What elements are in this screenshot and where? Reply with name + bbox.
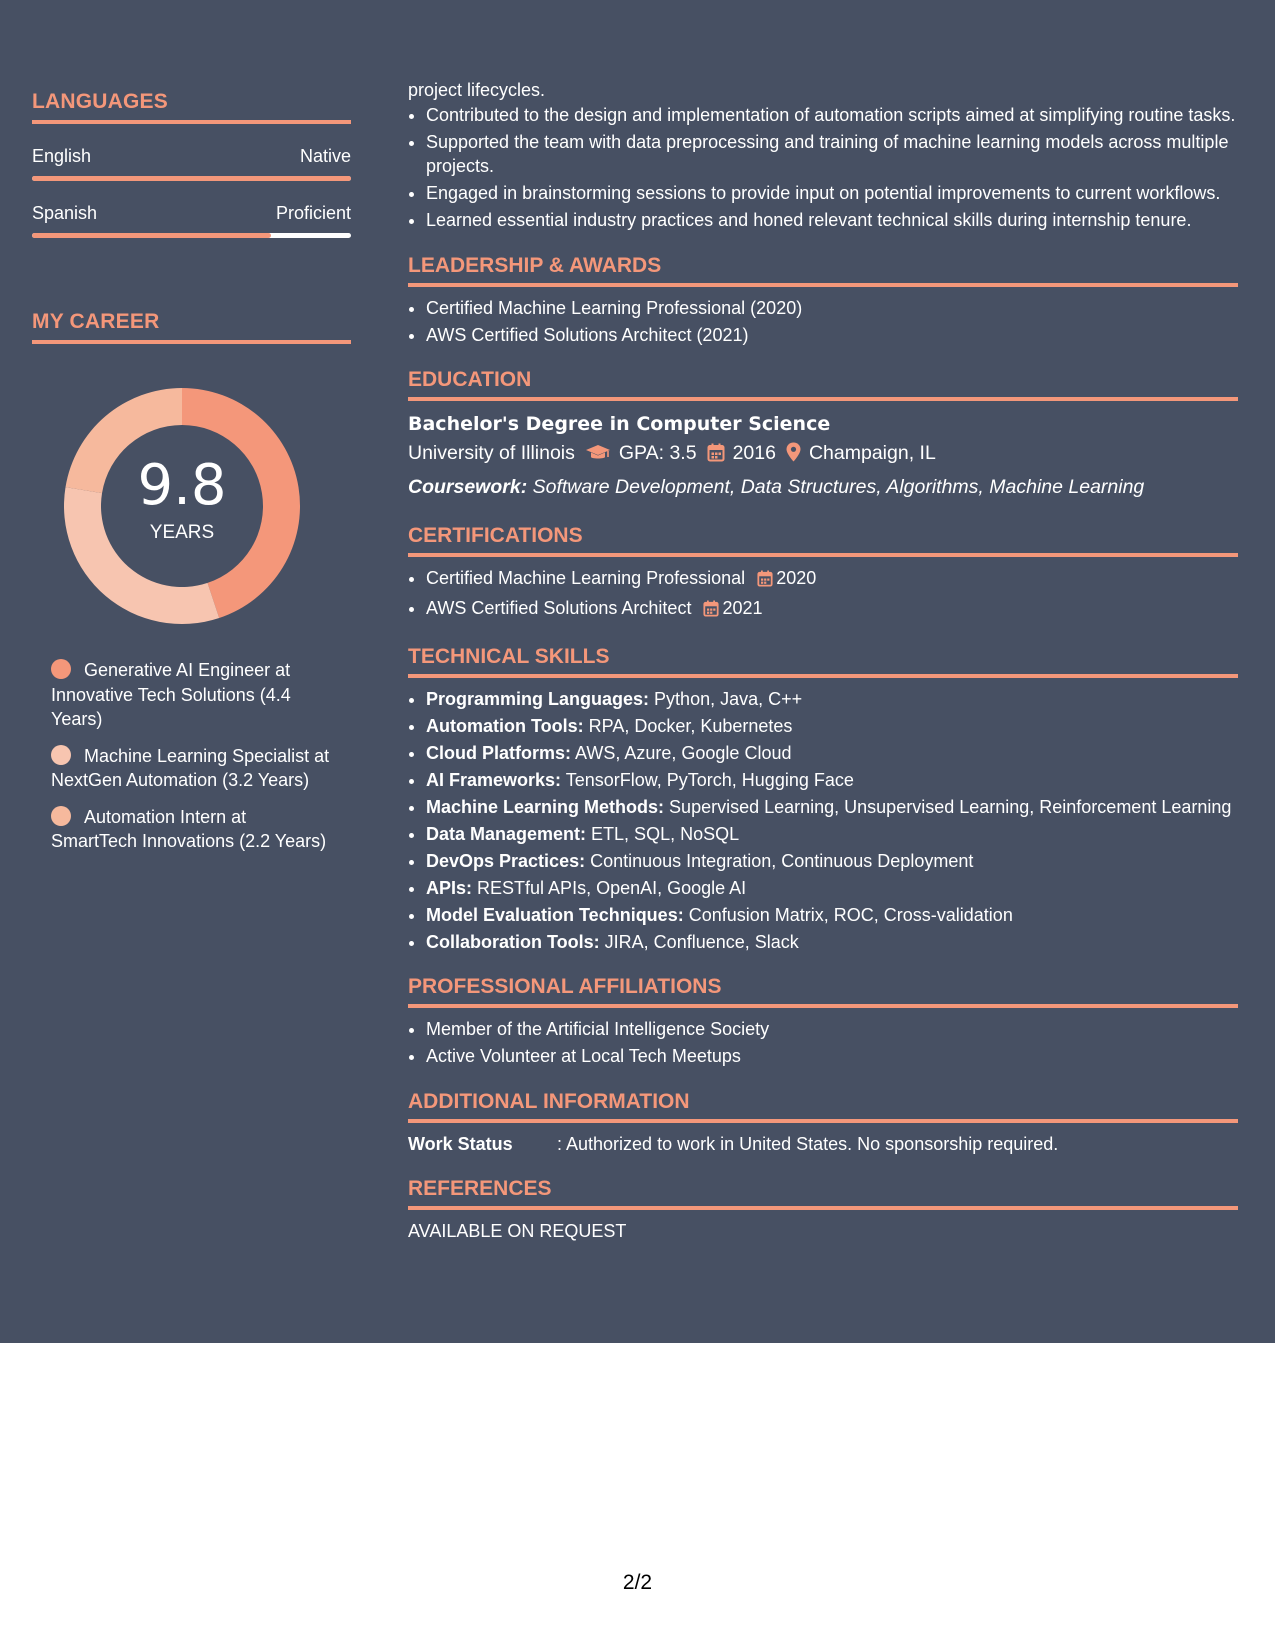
skill-value: RPA, Docker, Kubernetes <box>588 715 793 736</box>
additional-info-heading: ADDITIONAL INFORMATION <box>408 1089 1238 1123</box>
language-proficiency-fill <box>32 233 271 238</box>
coursework-list: Software Development, Data Structures, Algorithms, Machine Learning <box>532 476 1145 498</box>
school-name: University of Illinois <box>408 442 575 464</box>
skill-label: Data Management: <box>426 823 587 844</box>
affiliations-heading: PROFESSIONAL AFFILIATIONS <box>408 974 1238 1008</box>
language-level: Proficient <box>275 203 351 223</box>
references-heading: REFERENCES <box>408 1176 1238 1210</box>
skill-value: AWS, Azure, Google Cloud <box>575 742 792 763</box>
skill-label: Model Evaluation Techniques: <box>426 904 684 925</box>
skill-label: Cloud Platforms: <box>426 742 572 763</box>
experience-bullet: • Contributed to the design and implementation of automation scripts aimed at simplifying routine tasks. <box>426 103 1238 128</box>
skill-label: Programming Languages: <box>426 688 650 709</box>
career-role-label: Machine Learning Specialist at NextGen Automation (3.2 Years) <box>51 745 330 790</box>
skill-item <box>426 687 1238 712</box>
work-status-value: : Authorized to work in United States. No sponsorship required. <box>557 1133 1059 1154</box>
legend-dot-icon <box>51 806 71 826</box>
language-proficiency-bar <box>32 233 351 238</box>
references-text: AVAILABLE ON REQUEST <box>408 1221 627 1241</box>
career-total-years: 9.8 <box>137 453 227 518</box>
career-role-label: Automation Intern at SmartTech Innovations (2.2 Years) <box>51 806 327 851</box>
skill-item <box>426 930 1238 955</box>
skill-value: JIRA, Confluence, Slack <box>604 931 799 952</box>
career-legend-item <box>51 658 331 732</box>
skill-value: Continuous Integration, Continuous Deployment <box>590 850 974 871</box>
skill-item <box>426 795 1238 820</box>
skill-label: Collaboration Tools: <box>426 931 600 952</box>
graduation-year: 2016 <box>732 442 776 464</box>
certification-name: Certified Machine Learning Professional <box>426 568 746 588</box>
skill-value: Supervised Learning, Unsupervised Learning, Reinforcement Learning <box>669 796 1232 817</box>
language-item <box>32 146 351 181</box>
education-location: Champaign, IL <box>808 442 936 464</box>
work-status-label: Work Status <box>408 1133 513 1154</box>
leadership-section <box>408 253 1238 348</box>
skill-value: RESTful APIs, OpenAI, Google AI <box>477 877 747 898</box>
legend-dot-icon <box>51 659 71 679</box>
experience-continuation: project lifecycles. <box>408 80 546 100</box>
sidebar <box>32 90 351 866</box>
skill-item <box>426 903 1238 928</box>
career-section <box>32 310 351 854</box>
language-name: Spanish <box>32 203 98 223</box>
certification-year: 2020 <box>776 568 817 588</box>
language-level: Native <box>299 146 351 166</box>
skill-label: Automation Tools: <box>426 715 584 736</box>
affiliation-item: • Active Volunteer at Local Tech Meetups <box>426 1044 1238 1069</box>
languages-heading: LANGUAGES <box>32 90 351 124</box>
career-legend-item <box>51 805 331 854</box>
degree-title: Bachelor's Degree in Computer Science <box>408 413 831 435</box>
education-meta <box>408 438 1238 471</box>
leadership-item: • AWS Certified Solutions Architect (2021) <box>426 323 1238 348</box>
graduation-cap-icon <box>585 441 611 471</box>
experience-bullet: • Engaged in brainstorming sessions to provide input on potential improvements to current workflows. <box>426 181 1238 206</box>
skill-item <box>426 876 1238 901</box>
skills-list <box>408 687 1238 955</box>
certification-year: 2021 <box>722 598 763 618</box>
skill-label: Machine Learning Methods: <box>426 796 665 817</box>
additional-info-section <box>408 1089 1238 1157</box>
career-heading: MY CAREER <box>32 310 351 344</box>
work-status-row <box>408 1132 1238 1157</box>
language-proficiency-bar <box>32 176 351 181</box>
affiliations-section <box>408 974 1238 1069</box>
skill-value: Confusion Matrix, ROC, Cross-validation <box>688 904 1013 925</box>
experience-bullet: • Learned essential industry practices and honed relevant technical skills during internship tenure. <box>426 208 1238 233</box>
education-section <box>408 367 1238 503</box>
leadership-heading: LEADERSHIP & AWARDS <box>408 253 1238 287</box>
skill-item <box>426 822 1238 847</box>
skill-value: ETL, SQL, NoSQL <box>591 823 740 844</box>
skill-value: TensorFlow, PyTorch, Hugging Face <box>565 769 854 790</box>
references-section <box>408 1176 1238 1244</box>
map-pin-icon <box>786 441 801 471</box>
legend-dot-icon <box>51 745 71 765</box>
skill-item <box>426 849 1238 874</box>
skill-label: AI Frameworks: <box>426 769 562 790</box>
leadership-item: • Certified Machine Learning Professional (2020) <box>426 296 1238 321</box>
experience-bullets <box>408 103 1238 233</box>
certification-item <box>426 596 1238 624</box>
certifications-heading: CERTIFICATIONS <box>408 523 1238 557</box>
certification-item <box>426 566 1238 594</box>
career-legend-item <box>51 744 331 793</box>
calendar-icon <box>757 569 773 594</box>
career-role-label: Generative AI Engineer at Innovative Tech Solutions (4.4 Years) <box>51 660 291 729</box>
gpa: GPA: 3.5 <box>618 442 697 464</box>
experience-bullet: • Supported the team with data preprocessing and training of machine learning models across multiple projects. <box>426 130 1238 179</box>
page-number: 2/2 <box>622 1571 653 1594</box>
language-name: English <box>32 146 92 166</box>
skill-item <box>426 714 1238 739</box>
career-donut-chart <box>64 388 300 624</box>
skill-item <box>426 741 1238 766</box>
career-total-unit: YEARS <box>149 522 215 543</box>
calendar-icon <box>707 441 725 471</box>
main-content <box>408 78 1238 1244</box>
skill-label: APIs: <box>426 877 473 898</box>
skill-label: DevOps Practices: <box>426 850 586 871</box>
calendar-icon <box>703 599 719 624</box>
skill-item <box>426 768 1238 793</box>
certifications-section <box>408 523 1238 624</box>
language-proficiency-fill <box>32 176 351 181</box>
skills-section <box>408 644 1238 955</box>
certification-name: AWS Certified Solutions Architect <box>426 598 692 618</box>
career-legend <box>51 658 331 854</box>
skill-value: Python, Java, C++ <box>654 688 803 709</box>
affiliation-item: • Member of the Artificial Intelligence Society <box>426 1017 1238 1042</box>
skills-heading: TECHNICAL SKILLS <box>408 644 1238 678</box>
coursework-label: Coursework: <box>408 476 528 498</box>
language-item <box>32 203 351 238</box>
coursework <box>408 471 1238 503</box>
education-heading: EDUCATION <box>408 367 1238 401</box>
